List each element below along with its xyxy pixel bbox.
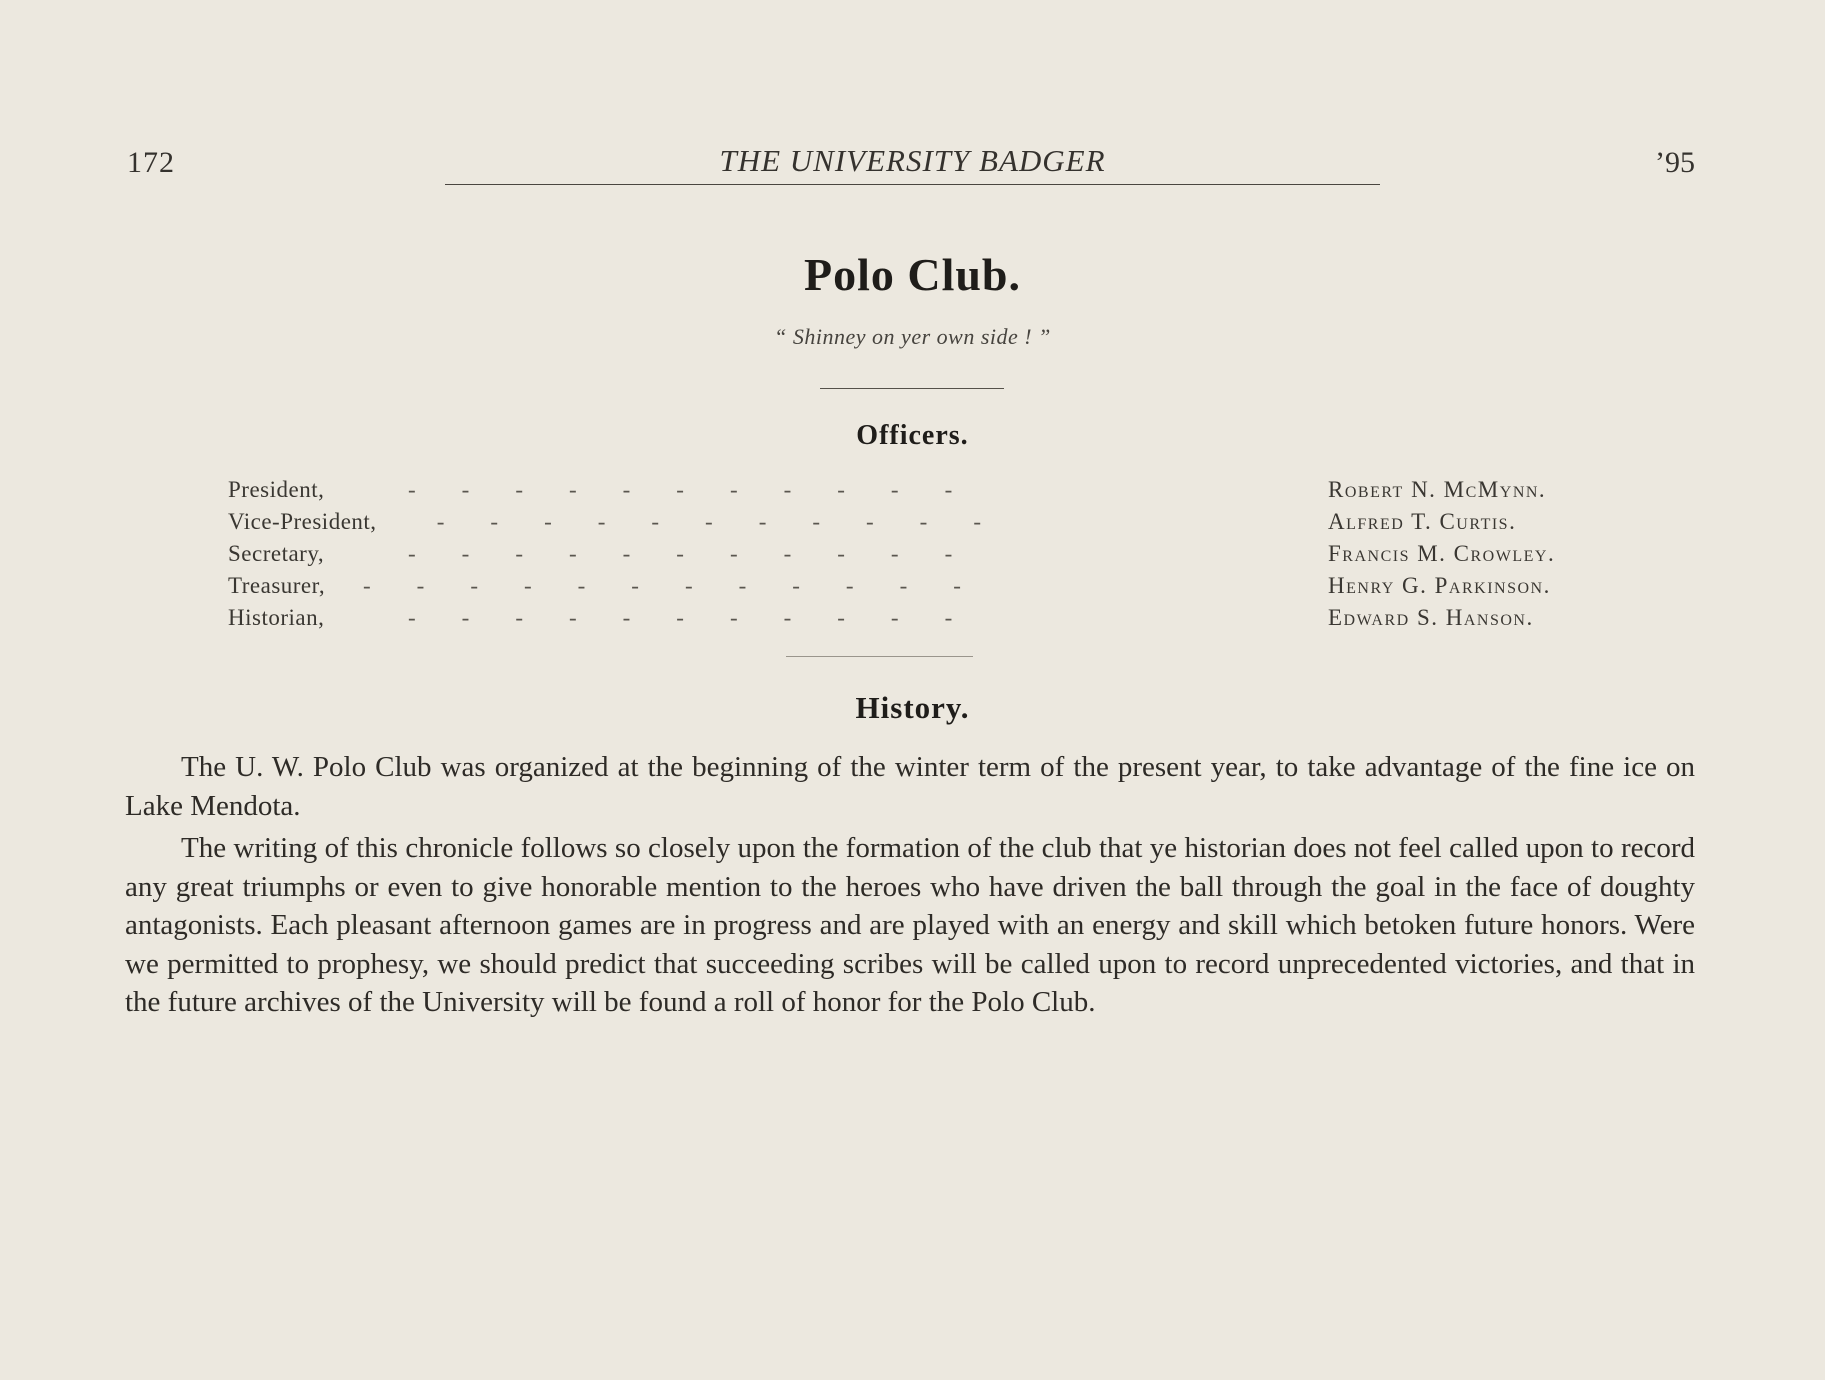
leader-dashes: - - - - - - - - - - -: [408, 477, 953, 502]
divider-rule: [786, 656, 973, 657]
officer-name: Alfred T. Curtis.: [1328, 509, 1517, 534]
officer-role: Treasurer,: [228, 573, 326, 598]
officer-name: Robert N. McMynn.: [1328, 477, 1547, 502]
officer-row: [228, 570, 1598, 602]
page-number: 172: [127, 146, 175, 179]
officers-list: [228, 474, 1598, 634]
officer-name: Francis M. Crowley.: [1328, 541, 1556, 566]
volume-year: ’95: [1655, 146, 1695, 179]
officer-row: [228, 602, 1598, 634]
officer-role: President,: [228, 477, 325, 502]
officer-row: [228, 538, 1598, 570]
history-text: [125, 748, 1695, 1026]
history-paragraph: The U. W. Polo Club was organized at the beginning of the winter term of the present year, to take advantage of the fine ice on Lake Mendota.: [125, 751, 1695, 822]
leader-dashes: - - - - - - - - - - -: [408, 541, 953, 566]
leader-dashes: - - - - - - - - - - -: [408, 605, 953, 630]
officer-role: Vice-President,: [228, 509, 377, 534]
history-paragraph: The writing of this chronicle follows so closely upon the formation of the club that ye historian does not feel called upon to record any great triumphs or even to give honorable mention to the heroes who have driven the ball through the goal in the face of doughty antagonists. Each pleasant afternoon games are in progress and are played with an energy and skill which betoken future honors. Were we permitted to prophesy, we should predict that succeeding scribes will be called upon to record unprecedented victories, and that in the future archives of the University will be found a roll of honor for the Polo Club.: [125, 832, 1695, 1018]
officer-role: Secretary,: [228, 541, 325, 566]
divider-rule: [820, 388, 1004, 389]
officer-row: [228, 474, 1598, 506]
leader-dashes: - - - - - - - - - - - -: [363, 573, 961, 598]
officer-role: Historian,: [228, 605, 325, 630]
history-heading: History.: [855, 690, 970, 725]
officer-name: Henry G. Parkinson.: [1328, 573, 1551, 598]
officer-row: [228, 506, 1598, 538]
header-rule: [445, 184, 1380, 185]
page-title: Polo Club.: [803, 249, 1022, 300]
leader-dashes: - - - - - - - - - - -: [408, 509, 982, 534]
officers-heading: Officers.: [856, 420, 969, 451]
running-title: THE UNIVERSITY BADGER: [719, 143, 1106, 178]
motto: “ Shinney on yer own side ! ”: [774, 324, 1051, 349]
officer-name: Edward S. Hanson.: [1328, 605, 1534, 630]
